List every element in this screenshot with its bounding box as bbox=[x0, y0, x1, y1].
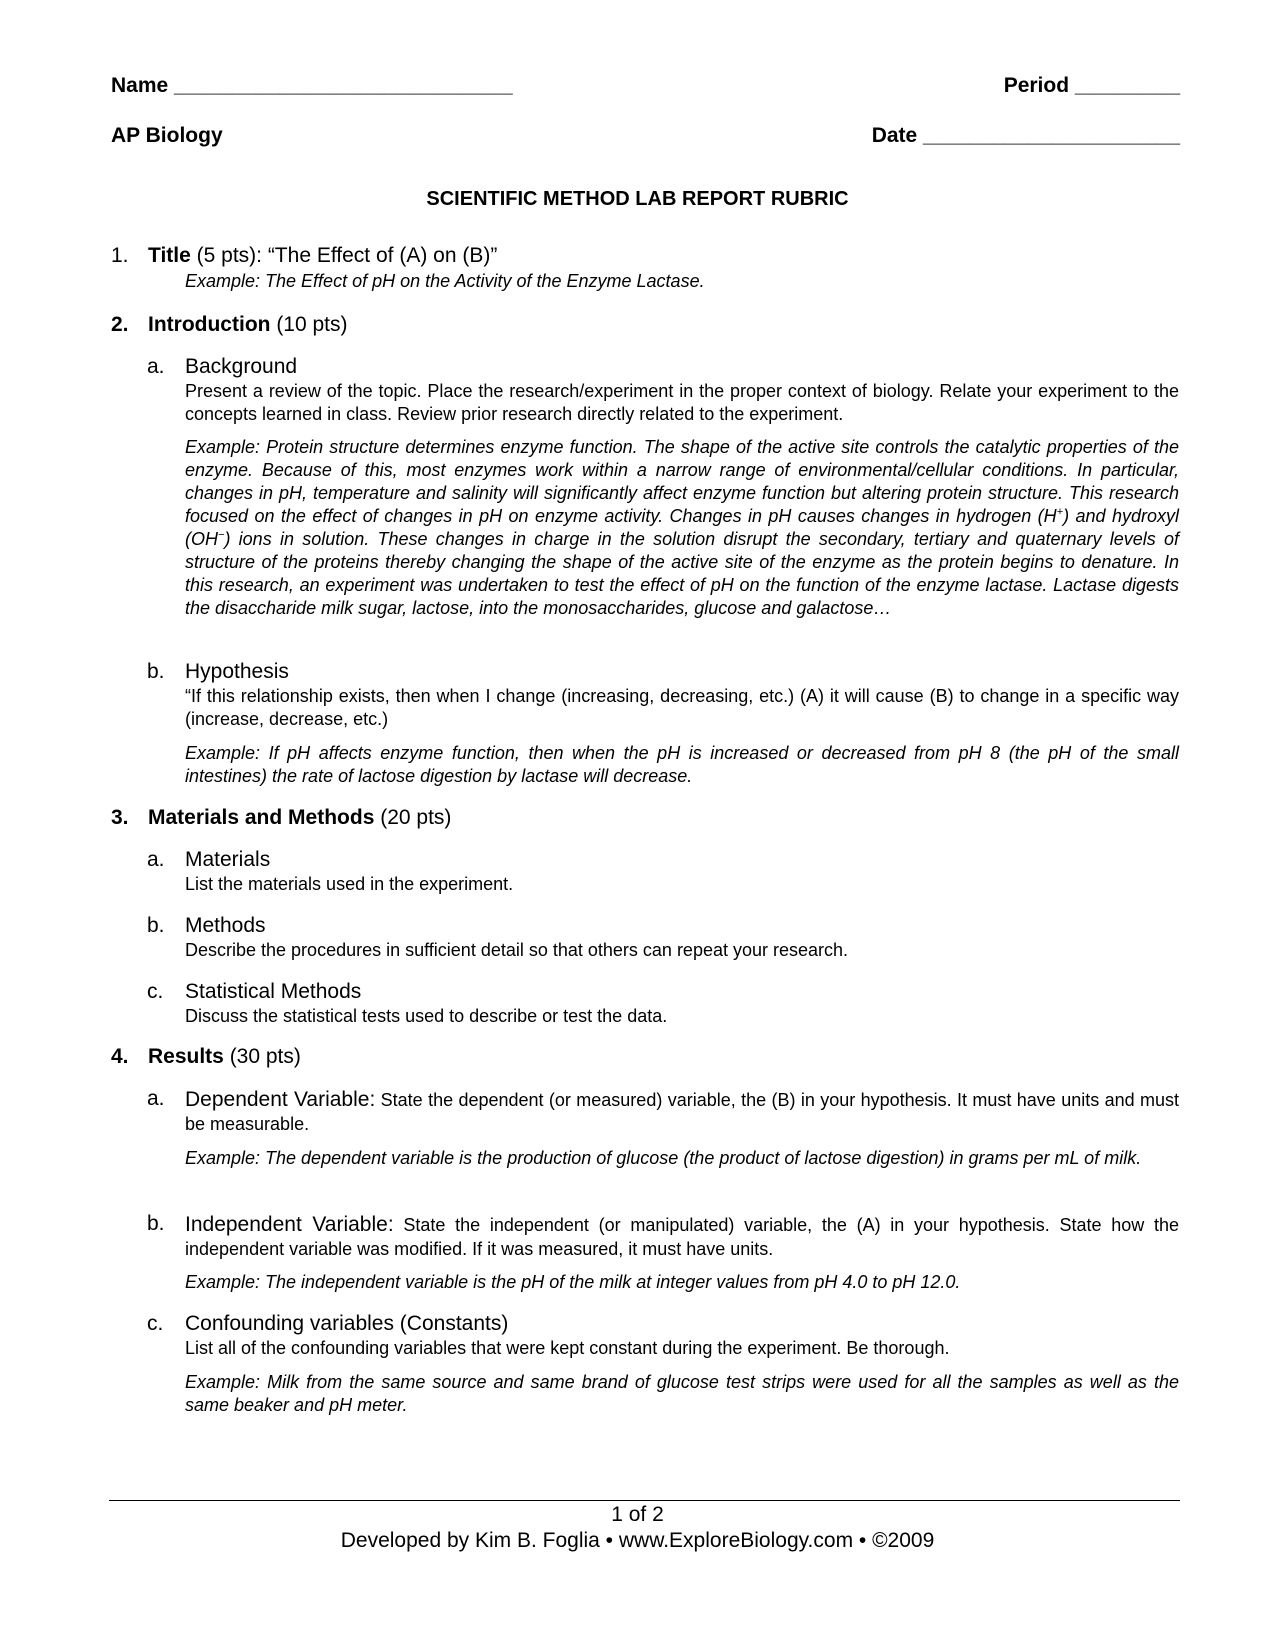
subsection-label: Materials bbox=[185, 848, 271, 871]
section-heading: Results bbox=[148, 1045, 224, 1068]
hypothesis-example: Example: If pH affects enzyme function, then when the pH is increased or decreased from pH 8 (the pH of the small intestines) the rate of lactose digestion by lactase will decrease. bbox=[185, 743, 1179, 786]
section-number: 4. bbox=[111, 1045, 129, 1068]
materials-text: List the materials used in the experiment. bbox=[185, 874, 514, 894]
background-text: Present a review of the topic. Place the research/experiment in the proper context of biology. Relate your experiment to the concepts learned in class. Review prior research directly related to the experiment. bbox=[185, 381, 1179, 424]
section-points: (5 pts): “The Effect of (A) on (B)” bbox=[190, 244, 498, 267]
section-heading: Introduction bbox=[148, 313, 271, 336]
footer-credit: Developed by Kim B. Foglia • www.ExploreBiology.com • ©2009 bbox=[340, 1529, 935, 1552]
statistical-methods-text: Discuss the statistical tests used to describe or test the data. bbox=[185, 1006, 668, 1026]
section-points: (30 pts) bbox=[223, 1045, 301, 1068]
subsection-confounding-variables bbox=[147, 1312, 508, 1336]
section-number: 2. bbox=[111, 313, 129, 336]
subsection-letter: c. bbox=[147, 1312, 164, 1335]
dependent-variable-text: Dependent Variable: State the dependent (or measured) variable, the (B) in your hypothesis. It must have units and must be measurable. bbox=[185, 1088, 1179, 1134]
subsection-letter: b. bbox=[147, 1212, 165, 1235]
subsection-label: Hypothesis bbox=[185, 660, 289, 683]
section-results bbox=[111, 1045, 301, 1069]
subsection-label: Methods bbox=[185, 914, 266, 937]
section-number: 3. bbox=[111, 806, 129, 829]
subsection-letter: a. bbox=[147, 355, 165, 378]
date-field: Date ______________________ bbox=[871, 124, 1180, 147]
independent-variable-text: Independent Variable: State the independent (or manipulated) variable, the (A) in your hypothesis. State how the independent variable was modified. If it was measured, it must have units. bbox=[185, 1213, 1179, 1259]
confounding-variables-text: List all of the confounding variables that were kept constant during the experiment. Be thorough. bbox=[185, 1338, 950, 1358]
document-title: SCIENTIFIC METHOD LAB REPORT RUBRIC bbox=[426, 188, 849, 210]
subsection-letter: b. bbox=[147, 660, 165, 683]
subsection-methods bbox=[147, 914, 266, 938]
section-title-example: Example: The Effect of pH on the Activity of the Enzyme Lactase. bbox=[185, 271, 705, 291]
subsection-materials bbox=[147, 848, 270, 872]
section-heading: Title bbox=[148, 244, 191, 267]
subsection-letter: c. bbox=[147, 980, 164, 1003]
section-points: (10 pts) bbox=[270, 313, 348, 336]
methods-text: Describe the procedures in sufficient detail so that others can repeat your research. bbox=[185, 940, 849, 960]
confounding-variables-example: Example: Milk from the same source and same brand of glucose test strips were used for all the samples as well as the same beaker and pH meter. bbox=[185, 1372, 1179, 1415]
course-label: AP Biology bbox=[111, 124, 223, 147]
subsection-letter: a. bbox=[147, 848, 165, 871]
section-title bbox=[111, 244, 497, 268]
name-field: Name _____________________________ bbox=[111, 74, 513, 97]
section-introduction bbox=[111, 313, 348, 337]
subsection-label: Confounding variables (Constants) bbox=[185, 1312, 509, 1335]
subsection-label: Statistical Methods bbox=[185, 980, 362, 1003]
subsection-letter: a. bbox=[147, 1087, 165, 1110]
subsection-background bbox=[147, 355, 297, 379]
independent-variable-example: Example: The independent variable is the pH of the milk at integer values from pH 4.0 to pH 12.0. bbox=[185, 1272, 961, 1292]
subsection-letter: b. bbox=[147, 914, 165, 937]
footer-divider bbox=[109, 1500, 1180, 1501]
subsection-hypothesis bbox=[147, 660, 289, 684]
subsection-independent-variable bbox=[147, 1212, 185, 1236]
period-field: Period _________ bbox=[1003, 74, 1180, 97]
dependent-variable-example: Example: The dependent variable is the production of glucose (the product of lactose digestion) in grams per mL of milk. bbox=[185, 1148, 1142, 1168]
subsection-label: Background bbox=[185, 355, 298, 378]
subsection-statistical-methods bbox=[147, 980, 361, 1004]
subsection-label: Independent Variable: bbox=[185, 1213, 394, 1236]
subsection-dependent-variable bbox=[147, 1087, 185, 1111]
subsection-label: Dependent Variable: bbox=[185, 1088, 376, 1111]
page-number: 1 of 2 bbox=[611, 1503, 664, 1526]
section-points: (20 pts) bbox=[374, 806, 452, 829]
section-heading: Materials and Methods bbox=[148, 806, 375, 829]
hypothesis-text: “If this relationship exists, then when I change (increasing, decreasing, etc.) (A) it will cause (B) to change in a specific way (increase, decrease, etc.) bbox=[185, 686, 1179, 729]
section-number: 1. bbox=[111, 244, 129, 267]
background-example: Example: Protein structure determines enzyme function. The shape of the active site controls the catalytic properties of the enzyme. Because of this, most enzymes work within a narrow range of environmental/cellular conditions. In particular, changes in pH, temperature and salinity will significantly affect enzyme function but altering protein structure. This research focused on the effect of changes in pH on enzyme activity. Changes in pH causes changes in hydrogen (H+) and hydroxyl (OH−) ions in solution. These changes in charge in the solution disrupt the secondary, tertiary and quaternary levels of structure of the proteins thereby changing the shape of the active site of the enzyme as the protein begins to denature. In this research, an experiment was undertaken to test the effect of pH on the function of the enzyme lactase. Lactase digests the disaccharide milk sugar, lactose, into the monosaccharides, glucose and galactose… bbox=[185, 437, 1179, 618]
section-materials-methods bbox=[111, 806, 451, 830]
